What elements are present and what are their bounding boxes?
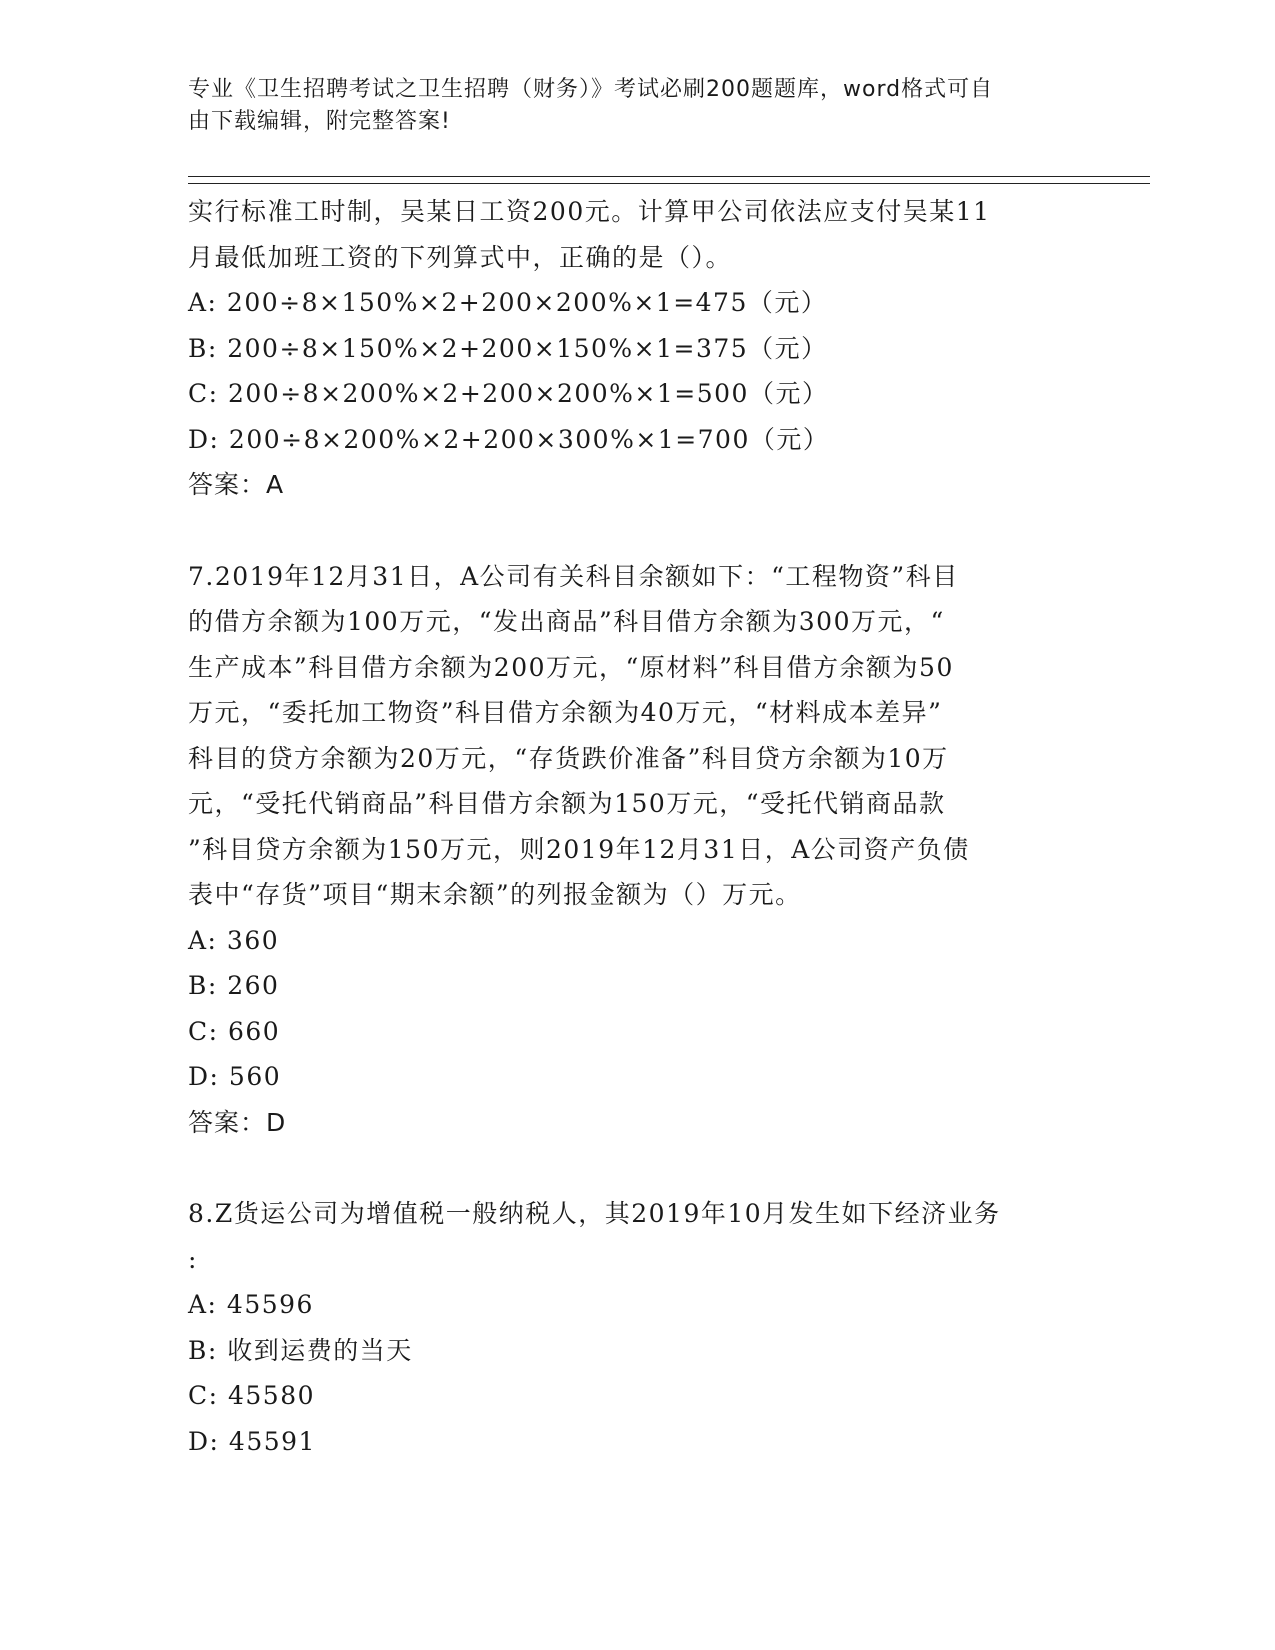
question-8-option-c: C: 45580: [188, 1381, 316, 1410]
header-line-1: 专业《卫生招聘考试之卫生招聘（财务）》考试必刷200题题库，word格式可自: [188, 77, 994, 102]
header-line-2: 由下载编辑，附完整答案!: [188, 109, 451, 134]
document-header: [188, 74, 1068, 138]
question-8-line-1: 8.Z货运公司为增值税一般纳税人，其2019年10月发生如下经济业务: [188, 1199, 1001, 1228]
question-7-answer: 答案：D: [188, 1107, 287, 1137]
question-6: [188, 189, 1088, 508]
question-7-line-6: 元，“受托代销商品”科目借方余额为150万元，“受托代销商品款: [188, 789, 946, 818]
question-7-line-8: 表中“存货”项目“期末余额”的列报金额为（）万元。: [188, 880, 802, 909]
question-spacer: [188, 508, 1088, 554]
question-6-option-d: D: 200÷8×200%×2+200×300%×1=700（元）: [188, 424, 830, 454]
question-6-option-a: A: 200÷8×150%×2+200×200%×1=475（元）: [188, 288, 828, 317]
question-6-line-1: 实行标准工时制，吴某日工资200元。计算甲公司依法应支付吴某11: [188, 197, 991, 226]
question-8-option-d: D: 45591: [188, 1426, 316, 1456]
question-7: [188, 554, 1088, 1146]
question-6-line-2: 月最低加班工资的下列算式中，正确的是（）。: [188, 242, 733, 272]
question-7-option-a: A: 360: [188, 925, 280, 955]
question-7-option-b: B: 260: [188, 971, 280, 1000]
question-6-answer: 答案：A: [188, 470, 285, 499]
question-spacer: [188, 1145, 1088, 1191]
question-6-option-c: C: 200÷8×200%×2+200×200%×1=500（元）: [188, 379, 829, 408]
question-7-line-4: 万元，“委托加工物资”科目借方余额为40万元，“材料成本差异”: [188, 698, 943, 727]
question-8-option-a: A: 45596: [188, 1290, 314, 1319]
question-8-line-2: :: [188, 1244, 198, 1274]
header-divider-bottom: [188, 183, 1150, 184]
question-7-line-7: ”科目贷方余额为150万元，则2019年12月31日，A公司资产负债: [188, 834, 970, 864]
header-divider-top: [188, 176, 1150, 177]
question-6-option-b: B: 200÷8×150%×2+200×150%×1=375（元）: [188, 333, 828, 363]
question-8: [188, 1191, 1088, 1464]
question-content: [188, 189, 1088, 1464]
question-7-option-d: D: 560: [188, 1062, 282, 1091]
question-7-line-1: 7.2019年12月31日，A公司有关科目余额如下：“工程物资”科目: [188, 561, 959, 591]
question-7-line-5: 科目的贷方余额为20万元，“存货跌价准备”科目贷方余额为10万: [188, 743, 949, 773]
question-8-option-b: B: 收到运费的当天: [188, 1335, 413, 1365]
question-7-option-c: C: 660: [188, 1016, 281, 1046]
question-7-line-3: 生产成本”科目借方余额为200万元，“原材料”科目借方余额为50: [188, 652, 954, 682]
question-7-line-2: 的借方余额为100万元，“发出商品”科目借方余额为300万元，“: [188, 607, 945, 636]
